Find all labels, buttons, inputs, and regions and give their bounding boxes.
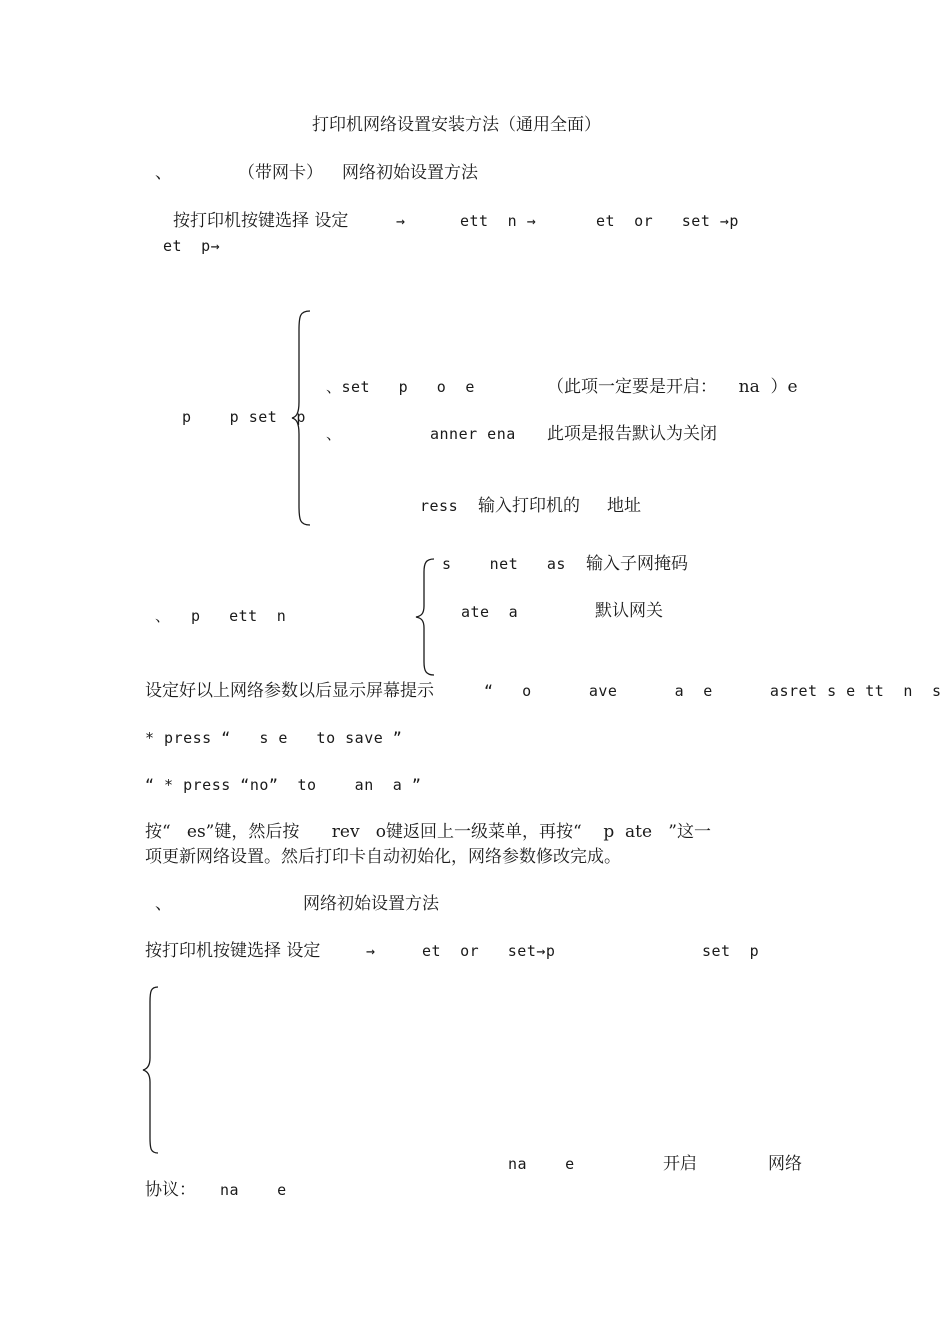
tree1-item3-note: 输入打印机的 地址 bbox=[478, 496, 642, 516]
prompt-line-cancel: “ * press “no” to an a ” bbox=[145, 776, 422, 794]
section1-path-step-3: et or set →p bbox=[596, 212, 739, 230]
section2-number: 、 bbox=[155, 894, 172, 914]
tree2-item1-note: 输入子网掩码 bbox=[586, 554, 688, 574]
section1-path-step-2: ett n → bbox=[460, 212, 537, 230]
tree1-root: p p set p bbox=[182, 408, 306, 426]
section2-network-label: 网络 bbox=[768, 1154, 802, 1174]
prompt-text-cn: 设定好以上网络参数以后显示屏幕提示 bbox=[145, 681, 434, 701]
prompt-paragraph-line2: 项更新网络设置。然后打印卡自动初始化，网络参数修改完成。 bbox=[145, 847, 621, 867]
tree2-brace bbox=[412, 558, 438, 676]
section2-protocol-label: 协议： bbox=[145, 1180, 196, 1200]
tree2-item1-code: s net as bbox=[442, 555, 566, 573]
section1-path-step-4: et p→ bbox=[163, 237, 221, 255]
section1-instruction: 按打印机按键选择 设定 bbox=[173, 211, 349, 231]
section2-na-code: na e bbox=[508, 1155, 575, 1173]
section2-path-step-3: set p bbox=[702, 942, 760, 960]
section2-path-step-1: → bbox=[366, 942, 376, 960]
tree2-item2-code: ate a bbox=[461, 603, 519, 621]
section1-number: 、 bbox=[155, 163, 172, 183]
section2-open-label: 开启 bbox=[663, 1154, 697, 1174]
tree1-item1-code: 、set p o e bbox=[326, 378, 475, 396]
tree2-number: 、 bbox=[155, 607, 171, 625]
section2-heading: 网络初始设置方法 bbox=[303, 894, 439, 914]
tree1-item1-note: （此项一定要是开启： na ）e bbox=[547, 377, 798, 397]
prompt-paragraph-line1: 按“ es”键，然后按 rev o键返回上一级菜单，再按“ p ate ”这一 bbox=[145, 822, 711, 842]
section1-heading: 网络初始设置方法 bbox=[342, 163, 478, 183]
tree2-root: p ett n bbox=[191, 607, 287, 625]
tree1-item2-note: 此项是报告默认为关闭 bbox=[547, 424, 717, 444]
section2-path-step-2: et or set→p bbox=[422, 942, 556, 960]
tree1-item2-prefix: 、 bbox=[326, 425, 342, 443]
tree1-item2-code: anner ena bbox=[430, 425, 516, 443]
page-title: 打印机网络设置安装方法（通用全面） bbox=[312, 115, 601, 135]
section2-instruction: 按打印机按键选择 设定 bbox=[145, 941, 321, 961]
tree1-item3-code: ress bbox=[420, 497, 459, 515]
prompt-line-save: * press “ s e to save ” bbox=[145, 729, 403, 747]
section1-path-step-1: → bbox=[396, 212, 406, 230]
section2-protocol-code: na e bbox=[220, 1181, 287, 1199]
prompt-text-code: “ o ave a e asret s e tt n s bbox=[484, 682, 942, 700]
section2-brace bbox=[140, 986, 162, 1154]
section1-heading-paren: （带网卡） bbox=[238, 163, 323, 183]
tree2-item2-note: 默认网关 bbox=[595, 601, 663, 621]
